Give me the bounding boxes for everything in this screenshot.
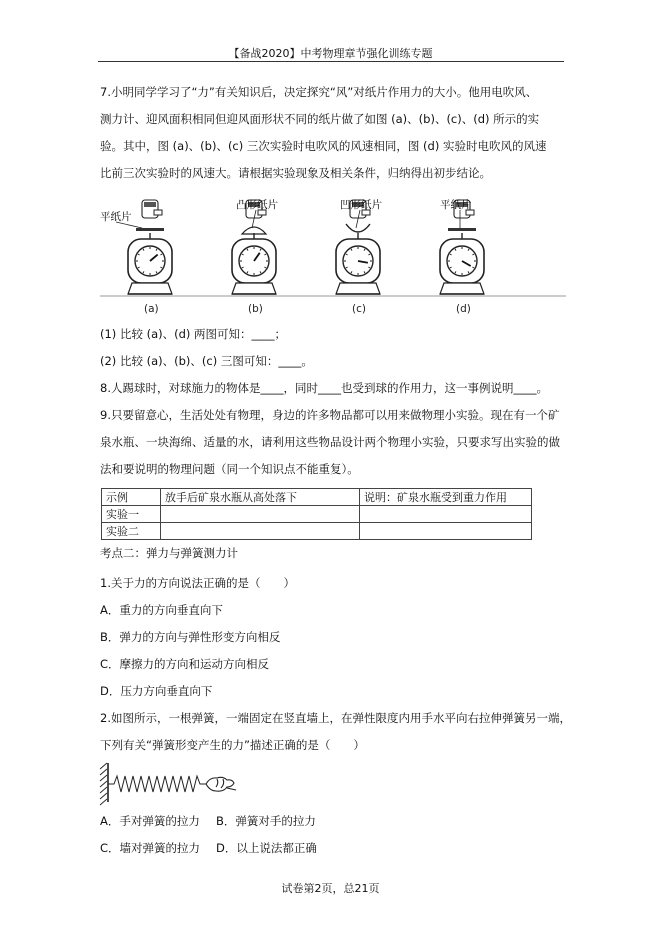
- q2-line-2: 下列有关“弹簧形变产生的力”描述正确的是（ ）: [100, 738, 365, 752]
- scale-base: [232, 283, 276, 294]
- q2-option-a: A．手对弹簧的拉力: [100, 814, 200, 828]
- question-8: 8.人踢球时，对球施力的物体是____，同时____也受到球的作用力，这一事例说明____。: [100, 381, 548, 395]
- concave-paper: [346, 224, 370, 232]
- q9-line-3: 法和要说明的物理问题（同一个知识点不能重复）。: [100, 462, 359, 476]
- q1-option-a: A．重力的方向垂直向下: [100, 603, 223, 617]
- figure-label: 凸形纸片: [236, 199, 278, 211]
- setup-figure-2: [336, 198, 382, 315]
- table-cell: [360, 506, 532, 523]
- table-cell: 放手后矿泉水瓶从高处落下: [161, 489, 360, 506]
- q9-line-2: 泉水瓶、一块海绵、适量的水，请利用这些物品设计两个物理小实验，只要求写出实验的做: [100, 435, 560, 449]
- q7-line-2: 测力计、迎风面积相同但迎风面形状不同的纸片做了如图 (a)、(b)、(c)、(d) 所示的实: [100, 112, 540, 126]
- figure-label: 凹形纸片: [340, 199, 382, 211]
- flat-paper: [136, 228, 164, 231]
- table-cell: [161, 523, 360, 540]
- q7-sub-2: (2) 比较 (a)、(b)、(c) 三图可知：____。: [100, 354, 313, 368]
- q7-figure: [100, 192, 570, 320]
- scale-base: [336, 283, 380, 294]
- q7-line-4: 比前三次实验时的风速大。请根据实验现象及相关条件，归纳得出初步结论。: [100, 166, 491, 180]
- q2-option-c: C．墙对弹簧的拉力: [100, 841, 201, 855]
- table-cell: 实验一: [102, 506, 161, 523]
- section-title: 考点二：弹力与弹簧测力计: [100, 546, 238, 560]
- table-row: [102, 506, 532, 523]
- question-1-stem: 1.关于力的方向说法正确的是（ ）: [100, 576, 295, 590]
- q1-option-d: D．压力方向垂直向下: [100, 684, 213, 698]
- figure-sublabel: (c): [352, 303, 366, 315]
- table-cell: [161, 506, 360, 523]
- dryer-grill: [144, 202, 156, 207]
- wall-hatching: [100, 763, 107, 805]
- scale-base: [440, 283, 484, 294]
- page-header: 【备战2020】中考物理章节强化训练专题: [228, 47, 433, 60]
- flat-paper: [448, 228, 476, 231]
- convex-paper: [242, 227, 266, 234]
- q2-option-d: D．以上说法都正确: [216, 841, 317, 855]
- setup-figure-3: [440, 198, 484, 315]
- setup-figure-1: [232, 198, 278, 315]
- q7-sub-1: (1) 比较 (a)、(d) 两图可知：____；: [100, 327, 287, 341]
- figure-sublabel: (b): [248, 303, 263, 315]
- figure-sublabel: (a): [144, 303, 159, 315]
- setup-figure-0: [100, 200, 172, 315]
- scale-base: [128, 283, 172, 294]
- hand-icon: [206, 777, 236, 791]
- spring-figure: [96, 760, 246, 806]
- table-cell: [360, 523, 532, 540]
- experiment-table: [101, 488, 532, 540]
- figure-label: 平纸片: [440, 199, 472, 211]
- table-cell: 实验二: [102, 523, 161, 540]
- figure-sublabel: (d): [456, 303, 471, 315]
- table-cell: 说明：矿泉水瓶受到重力作用: [360, 489, 532, 506]
- q1-option-b: B．弹力的方向与弹性形变方向相反: [100, 630, 281, 644]
- page-footer: 试卷第2页，总21页: [281, 882, 380, 895]
- table-cell: 示例: [102, 489, 161, 506]
- q2-option-b: B．弹簧对手的拉力: [216, 814, 316, 828]
- q7-line-3: 验。其中，图 (a)、(b)、(c) 三次实验时电吹风的风速相同，图 (d) 实验时电吹风的风速: [100, 139, 547, 153]
- header-divider: [98, 61, 564, 62]
- q2-line-1: 2.如图所示，一根弹簧，一端固定在竖直墙上，在弹性限度内用手水平向右拉伸弹簧另一端，: [100, 711, 571, 725]
- spring: [108, 776, 206, 792]
- q9-line-1: 9.只要留意心，生活处处有物理，身边的许多物品都可以用来做物理小实验。现在有一个矿: [100, 408, 560, 422]
- q1-option-c: C．摩擦力的方向和运动方向相反: [100, 657, 270, 671]
- q7-line-1: 7.小明同学学习了“力”有关知识后，决定探究“风”对纸片作用力的大小。他用电吹风、: [100, 85, 538, 99]
- figure-label: 平纸片: [100, 211, 132, 223]
- dryer-handle: [154, 210, 162, 215]
- table-row: [102, 523, 532, 540]
- table-row: [102, 489, 532, 506]
